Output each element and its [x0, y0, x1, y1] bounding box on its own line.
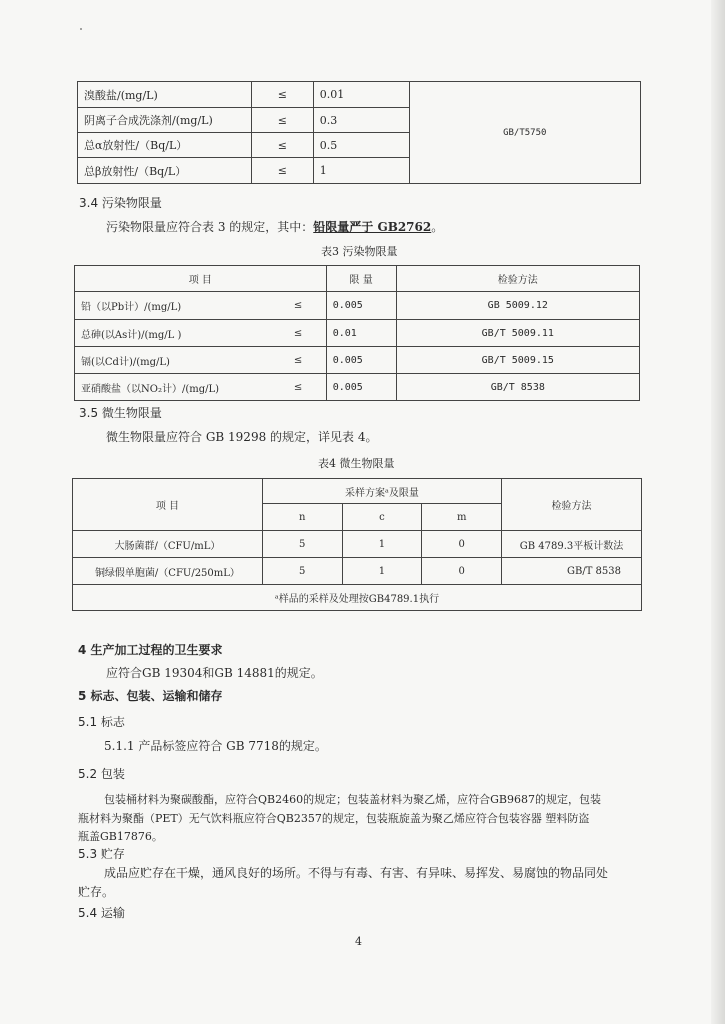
- method-cell: GB/T5750: [409, 82, 640, 184]
- item-cell: 铜绿假单胞菌/（CFU/250mL）: [73, 558, 263, 585]
- m-cell: 0: [422, 558, 502, 585]
- item-cell: 溴酸盐/(mg/L): [78, 82, 252, 108]
- item-cell: 总α放射性/（Bq/L）: [78, 133, 252, 158]
- value-cell: 0.005: [326, 292, 396, 320]
- item-cell: 大肠菌群/（CFU/mL）: [73, 531, 263, 558]
- header-item: 项 目: [75, 266, 327, 292]
- table-3: [74, 265, 640, 401]
- op-cell: ≤: [270, 320, 326, 347]
- op-cell: ≤: [270, 347, 326, 374]
- section-heading-3-5: 3.5 微生物限量: [79, 406, 162, 420]
- header-c: c: [342, 504, 422, 531]
- table-row: [78, 82, 641, 108]
- item-cell: 镉(以Cd计)/(mg/L): [75, 347, 271, 374]
- method-cell: GB/T 5009.11: [396, 320, 639, 347]
- c-cell: 1: [342, 558, 422, 585]
- value-cell: 0.3: [313, 108, 409, 133]
- paragraph-4: 应符合GB 19304和GB 14881的规定。: [106, 666, 323, 680]
- section-heading-5-4: 5.4 运输: [78, 906, 125, 920]
- table-row: [75, 374, 640, 401]
- op-cell: ≤: [270, 292, 326, 320]
- item-cell: 亚硝酸盐（以NO₂计）/(mg/L): [75, 374, 271, 401]
- table-row: [73, 531, 642, 558]
- text-part: 污染物限量应符合表 3 的规定，其中：: [106, 220, 314, 234]
- section-heading-5-2: 5.2 包装: [78, 767, 125, 781]
- paragraph-5-2-line-2: 瓶材料为聚酯（PET）无气饮料瓶应符合QB2357的规定，包装瓶旋盖为聚乙烯应符合包装容器 塑料防盗: [78, 812, 590, 825]
- paragraph-5-2-line-1: 包装桶材料为聚碳酸酯，应符合QB2460的规定；包装盖材料为聚乙烯，应符合GB9687的规定，包装: [104, 793, 601, 806]
- section-heading-4: 4 生产加工过程的卫生要求: [78, 643, 223, 657]
- header-method: 检验方法: [396, 266, 639, 292]
- header-m: m: [422, 504, 502, 531]
- item-cell: 阴离子合成洗涤剂/(mg/L): [78, 108, 252, 133]
- method-cell: GB/T 8538: [396, 374, 639, 401]
- paragraph-5-1-1: 5.1.1 产品标签应符合 GB 7718的规定。: [104, 739, 327, 753]
- scan-speck: [80, 28, 82, 30]
- value-cell: 0.005: [326, 374, 396, 401]
- method-cell: GB 5009.12: [396, 292, 639, 320]
- item-cell: 总砷(以As计)/(mg/L ): [75, 320, 271, 347]
- table-top: [77, 81, 641, 184]
- table-row: [73, 558, 642, 585]
- value-cell: 0.01: [313, 82, 409, 108]
- table-4-caption: 表4 微生物限量: [318, 457, 395, 470]
- footnote-cell: ᵃ样品的采样及处理按GB4789.1执行: [73, 585, 642, 611]
- header-method: 检验方法: [502, 479, 642, 531]
- op-cell: ≤: [251, 108, 313, 133]
- paragraph-5-2-line-3: 瓶盖GB17876。: [78, 830, 163, 843]
- page-edge-shadow: [711, 0, 725, 1024]
- paragraph-3-4: [106, 218, 443, 235]
- value-cell: 1: [313, 158, 409, 184]
- n-cell: 5: [262, 558, 342, 585]
- m-cell: 0: [422, 531, 502, 558]
- op-cell: ≤: [251, 82, 313, 108]
- item-cell: 铅（以Pb计）/(mg/L): [75, 292, 271, 320]
- op-cell: ≤: [270, 374, 326, 401]
- table-header-row: [73, 479, 642, 504]
- n-cell: 5: [262, 531, 342, 558]
- header-limit: 限 量: [326, 266, 396, 292]
- c-cell: 1: [342, 531, 422, 558]
- table-4: [72, 478, 642, 611]
- header-n: n: [262, 504, 342, 531]
- header-item: 项 目: [73, 479, 263, 531]
- value-cell: 0.5: [313, 133, 409, 158]
- op-cell: ≤: [251, 133, 313, 158]
- table-row: [75, 347, 640, 374]
- paragraph-3-5: 微生物限量应符合 GB 19298 的规定，详见表 4。: [106, 430, 378, 444]
- text-part: 。: [431, 220, 444, 234]
- value-cell: 0.01: [326, 320, 396, 347]
- table-row: [75, 292, 640, 320]
- lead-limit-note: 铅限量严于 GB2762: [313, 220, 432, 234]
- method-cell: GB/T 8538: [502, 558, 642, 585]
- paragraph-5-3-line-1: 成品应贮存在干燥，通风良好的场所。不得与有毒、有害、有异味、易挥发、易腐蚀的物品同处: [104, 866, 609, 880]
- op-cell: ≤: [251, 158, 313, 184]
- table-row: [75, 320, 640, 347]
- section-heading-5-3: 5.3 贮存: [78, 847, 125, 861]
- item-cell: 总β放射性/（Bq/L）: [78, 158, 252, 184]
- section-heading-5: 5 标志、包装、运输和储存: [78, 689, 223, 703]
- section-heading-3-4: 3.4 污染物限量: [79, 196, 162, 210]
- method-cell: GB/T 5009.15: [396, 347, 639, 374]
- method-cell: GB 4789.3平板计数法: [502, 531, 642, 558]
- table-header-row: [75, 266, 640, 292]
- section-heading-5-1: 5.1 标志: [78, 715, 125, 729]
- value-cell: 0.005: [326, 347, 396, 374]
- table-footnote-row: [73, 585, 642, 611]
- header-plan: 采样方案ᵃ及限量: [262, 479, 501, 504]
- paragraph-5-3-line-2: 贮存。: [78, 885, 115, 899]
- page-number: 4: [355, 935, 362, 948]
- table-3-caption: 表3 污染物限量: [321, 245, 398, 258]
